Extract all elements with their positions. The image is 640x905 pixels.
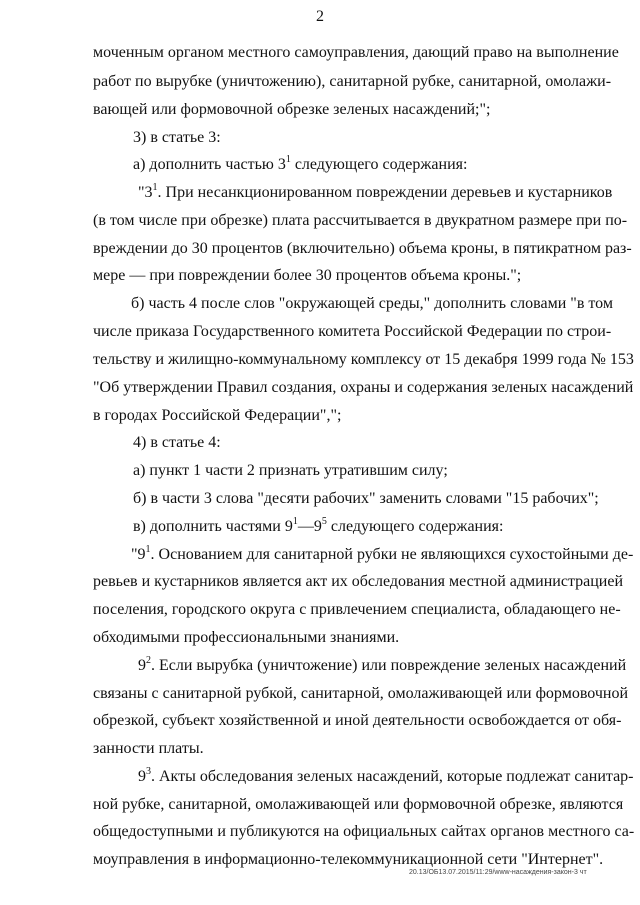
- para-9-2-line-3: обрезкой, субъект хозяйственной и иной деятельности освобождается от обя-: [93, 712, 622, 729]
- body-line-1: моченным органом местного самоуправления, дающий право на выполнение: [93, 44, 619, 61]
- item-3b-line-1: б) часть 4 после слов "окружающей среды," дополнить словами "в том: [131, 295, 613, 312]
- item-3b-line-3: тельству и жилищно-коммунальному комплексу от 15 декабря 1999 года № 153: [93, 351, 634, 368]
- item-4c-line: [133, 517, 503, 537]
- para-9-2-line-4: занности платы.: [93, 740, 204, 757]
- superscript: 1: [292, 515, 298, 527]
- para-9-1-line-1: [131, 543, 634, 565]
- footer-stamp: 20.13/ОБ13.07.2015/11:29/www-насаждения-закон-3 чт: [409, 869, 587, 876]
- item-4c-text-1: в) дополнить частями 9: [133, 518, 293, 535]
- item-3-heading: 3) в статье 3:: [133, 129, 221, 146]
- para-3-1-line-4: мере — при повреждении более 30 процентов объема кроны.";: [93, 267, 522, 284]
- para-9-3-label: 9: [138, 768, 146, 785]
- body-line-2: работ по вырубке (уничтожению), санитарной рубке, санитарной, омолажи-: [93, 73, 612, 90]
- para-9-2-label: 9: [138, 657, 146, 674]
- superscript: 1: [152, 181, 158, 193]
- para-9-2-line-1: [138, 654, 627, 676]
- superscript: 2: [146, 654, 151, 666]
- superscript: 1: [145, 543, 151, 555]
- item-4b-line: б) в части 3 слова "десяти рабочих" заменить словами "15 рабочих";: [133, 490, 599, 507]
- superscript: 3: [146, 765, 151, 777]
- item-3b-line-2: числе приказа Государственного комитета Российской Федерации по строи-: [93, 323, 612, 340]
- superscript: 5: [321, 515, 327, 527]
- item-3a-line: [133, 155, 467, 175]
- para-9-3-line-1: [138, 765, 634, 787]
- para-3-1-line-3: вреждении до 30 процентов (включительно) объема кроны, в пятикратном раз-: [93, 240, 632, 257]
- item-4-heading: 4) в статье 4:: [133, 434, 221, 451]
- para-9-1-line-2: ревьев и кустарников является акт их обследования местной администрацией: [93, 573, 624, 590]
- para-9-1-line-4: обходимыми профессиональными знаниями.: [93, 629, 400, 646]
- item-4c-text-3: следующего содержания:: [326, 518, 504, 535]
- para-9-3-text: . Акты обследования зеленых насаждений, которые подлежат санитар-: [151, 768, 634, 785]
- item-3b-line-4: "Об утверждении Правил создания, охраны и содержания зеленых насаждений: [93, 379, 634, 396]
- para-3-1-label: "3: [138, 184, 153, 201]
- para-9-1-line-3: поселения, городского округа с привлечением специалиста, обладающего не-: [93, 601, 621, 618]
- item-4c-text-2: —9: [297, 518, 322, 535]
- para-9-1-text: . Основанием для санитарной рубки не являющихся сухостойными де-: [150, 546, 634, 563]
- body-line-3: вающей или формовочной обрезке зеленых насаждений;";: [93, 101, 491, 118]
- para-3-1-line-2: (в том числе при обрезке) плата рассчитывается в двукратном размере при по-: [93, 212, 628, 229]
- superscript: 1: [285, 153, 291, 165]
- item-3b-line-5: в городах Российской Федерации",";: [93, 407, 342, 424]
- para-9-1-label: "9: [131, 546, 146, 563]
- page-number: 2: [316, 8, 324, 25]
- item-3a-text-1: а) дополнить частью 3: [133, 156, 286, 173]
- item-3a-text-2: следующего содержания:: [290, 156, 468, 173]
- para-9-3-line-2: ной рубке, санитарной, омолаживающей или формовочной обрезке, являются: [93, 796, 624, 813]
- para-3-1-line-1: [138, 181, 613, 203]
- para-9-3-line-3: общедоступными и публикуются на официальных сайтах органов местного са-: [93, 823, 635, 840]
- para-9-3-line-4: моуправления в информационно-телекоммуникационной сети "Интернет".: [93, 851, 604, 868]
- item-4a-line: а) пункт 1 части 2 признать утратившим силу;: [133, 462, 448, 479]
- para-3-1-text: . При несанкционированном повреждении деревьев и кустарников: [157, 184, 613, 201]
- para-9-2-text: . Если вырубка (уничтожение) или повреждение зеленых насаждений: [151, 657, 627, 674]
- para-9-2-line-2: связаны с санитарной рубкой, санитарной, омолаживающей или формовочной: [93, 685, 629, 702]
